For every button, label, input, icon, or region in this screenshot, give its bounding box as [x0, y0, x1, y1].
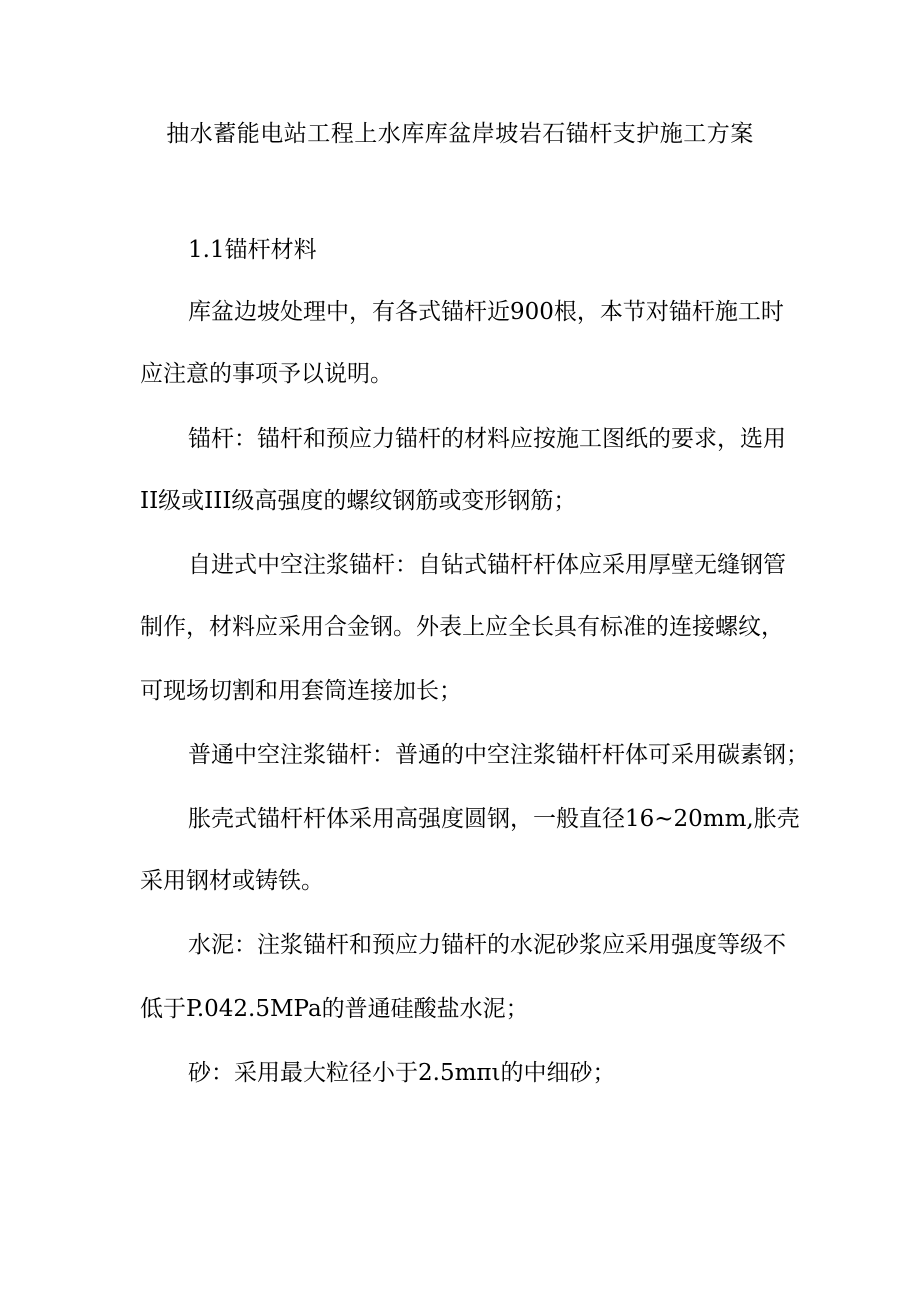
paragraph-line: 砂：采用最大粒径小于2.5mπι的中细砂；: [188, 1060, 616, 1086]
document-title: 抽水蓄能电站工程上水库库盆岸坡岩石锚杆支护施工方案: [166, 121, 754, 147]
paragraph-line: 锚杆：锚杆和预应力锚杆的材料应按施工图纸的要求，选用: [188, 426, 786, 452]
paragraph-line: 胀壳式锚杆杆体采用高强度圆钢，一般直径16~20mm,胀壳: [188, 806, 800, 832]
paragraph-line: 低于P.042.5MPa的普通硅酸盐水泥；: [140, 996, 529, 1022]
paragraph-line: 普通中空注浆锚杆：普通的中空注浆锚杆杆体可采用碳素钢；: [188, 742, 809, 768]
paragraph-line: 采用钢材或铸铁。: [140, 868, 324, 894]
paragraph-line: II级或III级高强度的螺纹钢筋或变形钢筋；: [140, 488, 577, 514]
paragraph-line: 应注意的事项予以说明。: [140, 361, 393, 387]
paragraph-line: 库盆边坡处理中，有各式锚杆近900根，本节对锚杆施工时: [188, 299, 784, 325]
paragraph-line: 可现场切割和用套筒连接加长；: [140, 678, 462, 704]
paragraph-line: 制作，材料应采用合金钢。外表上应全长具有标准的连接螺纹，: [140, 614, 784, 640]
section-heading: 1.1锚杆材料: [188, 237, 317, 263]
paragraph-line: 自进式中空注浆锚杆：自钻式锚杆杆体应采用厚壁无缝钢管: [188, 552, 786, 578]
paragraph-line: 水泥：注浆锚杆和预应力锚杆的水泥砂浆应采用强度等级不: [188, 932, 786, 958]
